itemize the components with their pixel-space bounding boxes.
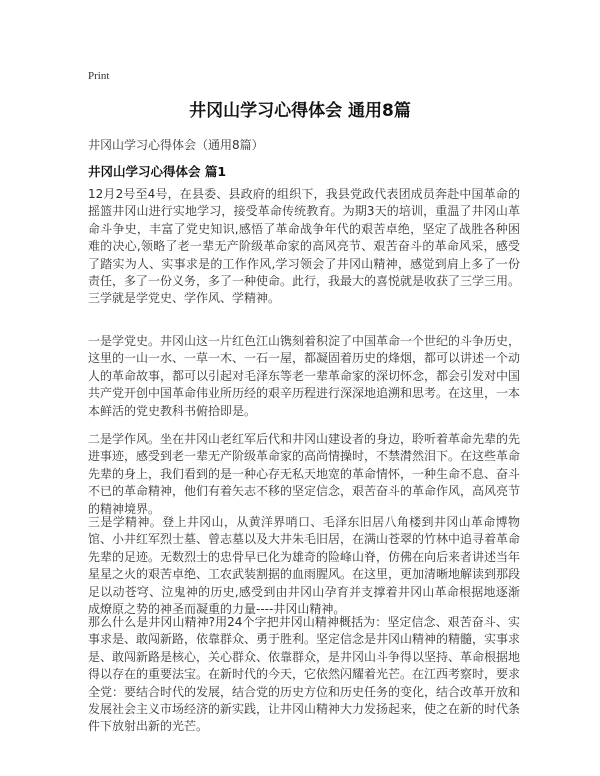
page-title: 井冈山学习心得体会 通用8篇 bbox=[189, 101, 411, 121]
print-link[interactable]: Print bbox=[88, 70, 110, 82]
paragraph-2: 一是学党史。井冈山这一片红色江山镌刻着积淀了中国革命一个世纪的斗争历史，这里的一山一水、一草一木、一石一屋，都凝固着历史的烽烟，都可以讲述一个动人的革命故事，都可以引起对毛泽东等老一辈革命家的深切怀念，都会引发对中国共产党开创中国革命伟业所历经的艰辛历程进行深深地追溯和思考。在这里，一本本鲜活的党史教科书俯拾即是。 bbox=[88, 334, 521, 418]
document-subtitle: 井冈山学习心得体会（通用8篇） bbox=[88, 138, 264, 152]
paragraph-5: 那么什么是井冈山精神?用24个字把井冈山精神概括为：坚定信念、艰苦奋斗、实事求是、敢闯新路，依靠群众、勇于胜利。坚定信念是井冈山精神的精髓，实事求是、敢闯新路是核心，关心群众、依靠群众，是井冈山斗争得以坚持、革命根据地得以存在的重要法宝。在新时代的今天，它依然闪耀着光芒。在江西考察时，要求全党：要结合时代的发展，结合党的历史方位和历史任务的变化，结合改革开放和发展社会主义市场经济的新实践，让井冈山精神大力发扬起来，使之在新的时代条件下放射出新的光芒。 bbox=[88, 615, 521, 734]
paragraph-3: 二是学作风。坐在井冈山老红军后代和井冈山建设者的身边，聆听着革命先辈的先进事迹，感受到老一辈无产阶级革命家的高尚情操时，不禁潸然泪下。在这些革命先辈的身上，我们看到的是一种心存无私天地宽的革命情怀，一种生命不息、奋斗不已的革命精神，他们有着矢志不移的坚定信念，艰苦奋斗的革命作风，高风亮节的精神境界。 bbox=[88, 432, 521, 516]
paragraph-4: 三是学精神。登上井冈山，从黄洋界哨口、毛泽东旧居八角楼到井冈山革命博物馆、小井红军烈士墓、曾志墓以及大井朱毛旧居，在满山苍翠的竹林中追寻着革命先辈的足迹。无数烈士的忠骨早已化为雄奇的险峰山脊，仿佛在向后来者讲述当年星星之火的艰苦卓绝、工农武装割据的血雨腥风。在这里，更加清晰地解读到那段足以动苍穹、泣鬼神的历史,感受到由井冈山孕育并支撑着井冈山革命根据地逐渐成燎原之势的神圣而凝重的力量----井冈山精神。 bbox=[88, 515, 521, 617]
section-heading: 井冈山学习心得体会 篇1 bbox=[88, 164, 227, 179]
paragraph-1: 12月2号至4号，在县委、县政府的组织下，我县党政代表团成员奔赴中国革命的摇篮井冈山进行实地学习，接受革命传统教育。为期3天的培训，重温了井冈山革命斗争史，丰富了党史知识,感悟了革命战争年代的艰苦卓绝，坚定了战胜各种困难的决心,领略了老一辈无产阶级革命家的高风亮节、艰苦奋斗的革命风采，感受了踏实为人、实事求是的工作作风,学习领会了井冈山精神，感觉到肩上多了一份责任，多了一份义务，多了一种使命。此行，我最大的喜悦就是收获了三学三用。三学就是学党史、学作风、学精神。 bbox=[88, 187, 521, 306]
